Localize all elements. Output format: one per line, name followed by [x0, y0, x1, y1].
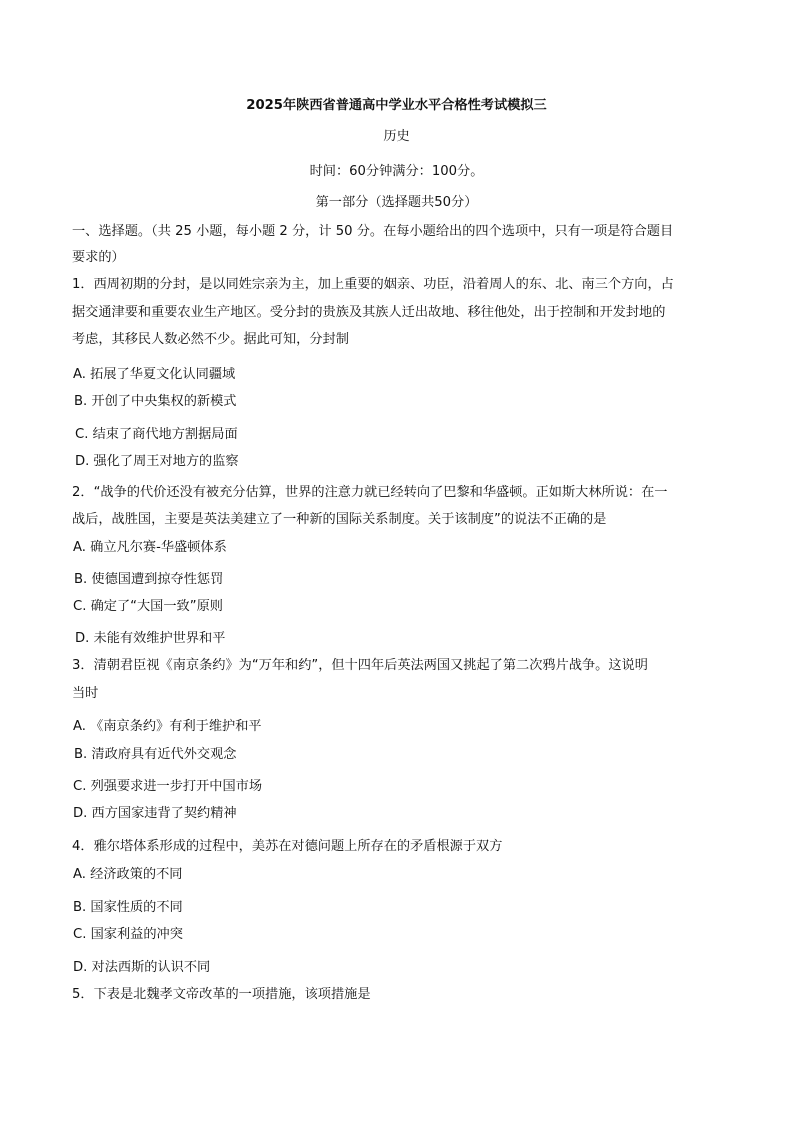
question-3-option-a[interactable]: A. 《南京条约》有利于维护和平	[73, 719, 262, 734]
time-score-info: 时间：60分钟满分：100分。	[309, 164, 484, 179]
question-2-option-a[interactable]: A. 确立凡尔赛-华盛顿体系	[73, 540, 227, 555]
question-3-option-c[interactable]: C. 列强要求进一步打开中国市场	[73, 779, 263, 794]
question-1-line-1: 1．西周初期的分封，是以同姓宗亲为主，加上重要的姻亲、功臣，沿着周人的东、北、南三个方向，占	[72, 277, 674, 292]
question-1-option-b[interactable]: B. 开创了中央集权的新模式	[74, 394, 237, 409]
question-1-option-c[interactable]: C. 结束了商代地方割据局面	[75, 427, 238, 442]
question-5-line-1: 5．下表是北魏孝文帝改革的一项措施，该项措施是	[72, 987, 371, 1002]
question-2-option-b[interactable]: B. 使德国遭到掠夺性惩罚	[74, 572, 224, 587]
subject-label: 历史	[383, 129, 410, 144]
question-4-option-b[interactable]: B. 国家性质的不同	[73, 900, 183, 915]
question-4-option-c[interactable]: C. 国家利益的冲突	[73, 927, 183, 942]
exam-title: 2025年陕西省普通高中学业水平合格性考试模拟三	[246, 98, 547, 113]
question-3-line-2: 当时	[72, 686, 99, 701]
question-4-option-a[interactable]: A. 经济政策的不同	[73, 867, 183, 882]
question-3-option-d[interactable]: D. 西方国家违背了契约精神	[73, 806, 237, 821]
question-2-option-c[interactable]: C. 确定了“大国一致”原则	[73, 599, 223, 614]
question-1-option-d[interactable]: D. 强化了周王对地方的监察	[75, 454, 239, 469]
question-4-option-d[interactable]: D. 对法西斯的认识不同	[73, 960, 211, 975]
part-heading: 第一部分（选择题共50分）	[315, 195, 478, 210]
section-instruction-line-2: 要求的）	[72, 250, 125, 265]
question-2-line-2: 战后，战胜国，主要是英法美建立了一种新的国际关系制度。关于该制度”的说法不正确的是	[72, 512, 607, 527]
question-2-line-1: 2．“战争的代价还没有被充分估算，世界的注意力就已经转向了巴黎和华盛顿。正如斯大林所说：在一	[72, 485, 668, 500]
question-1-option-a[interactable]: A. 拓展了华夏文化认同疆域	[73, 367, 236, 382]
question-2-option-d[interactable]: D. 未能有效维护世界和平	[75, 631, 226, 646]
question-1-line-2: 据交通津要和重要农业生产地区。受分封的贵族及其族人迁出故地、移往他处，出于控制和开发封地的	[72, 305, 666, 320]
section-instruction-line-1: 一、选择题。（共 25 小题，每小题 2 分，计 50 分。在每小题给出的四个选项中，只有一项是符合题目	[72, 224, 674, 239]
question-3-line-1: 3．清朝君臣视《南京条约》为“万年和约”，但十四年后英法两国又挑起了第二次鸦片战争。这说明	[72, 658, 648, 673]
question-3-option-b[interactable]: B. 清政府具有近代外交观念	[74, 747, 237, 762]
question-4-line-1: 4．雅尔塔体系形成的过程中，美苏在对德问题上所存在的矛盾根源于双方	[72, 839, 503, 854]
question-1-line-3: 考虑，其移民人数必然不少。据此可知，分封制	[72, 332, 349, 347]
